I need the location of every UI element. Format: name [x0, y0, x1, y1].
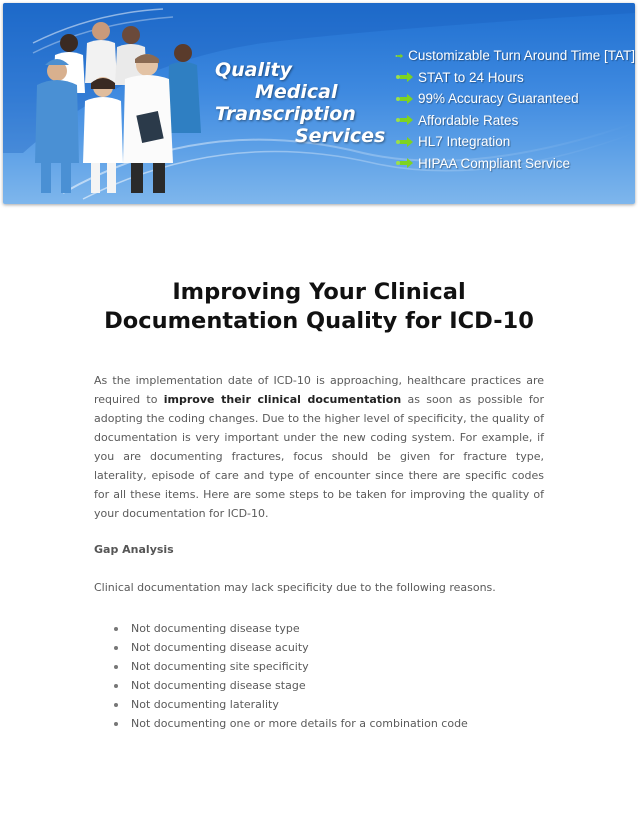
feature-label: STAT to 24 Hours [418, 69, 524, 85]
feature-label: Affordable Rates [418, 112, 519, 128]
intro-text: as soon as possible for adopting the coding changes. Due to the higher level of specificity, the quality of documentation is very important under the new coding system. For example, if you are documenting fractures, focus should be given for fracture type, laterality, episode of care and type of encounter since there are specific codes for all these items. Here are some steps to be taken for improving the quality of your documentation for ICD-10. [94, 393, 544, 520]
list-item-text: Not documenting disease stage [131, 679, 306, 692]
list-item [112, 695, 468, 714]
feature-item [395, 67, 635, 89]
feature-label: Customizable Turn Around Time [TAT] [408, 48, 635, 64]
bullet-icon [114, 684, 118, 688]
lead-sentence: Clinical documentation may lack specificity due to the following reasons. [94, 581, 496, 594]
list-item-text: Not documenting site specificity [131, 660, 309, 673]
section-heading: Gap Analysis [94, 543, 174, 556]
article-title [0, 278, 638, 336]
bullet-icon [114, 722, 118, 726]
feature-list [395, 45, 635, 174]
title-line: Improving Your Clinical [172, 279, 466, 305]
tagline-line: Medical [255, 81, 338, 103]
green-arrow-icon [395, 72, 413, 82]
list-item [112, 619, 468, 638]
feature-item [395, 131, 635, 153]
green-arrow-icon [395, 115, 413, 125]
medical-staff-illustration [23, 13, 223, 203]
feature-item [395, 45, 635, 67]
tagline-line: Quality [215, 59, 292, 81]
banner-tagline [211, 59, 389, 147]
bullet-icon [114, 703, 118, 707]
bullet-icon [114, 627, 118, 631]
list-item-text: Not documenting one or more details for a combination code [131, 717, 468, 730]
intro-paragraph [94, 371, 544, 523]
title-line: Documentation Quality for ICD-10 [104, 308, 534, 334]
bullet-icon [114, 646, 118, 650]
list-item [112, 638, 468, 657]
feature-item [395, 153, 635, 175]
feature-label: 99% Accuracy Guaranteed [418, 91, 579, 107]
feature-item [395, 110, 635, 132]
tagline-line: Transcription [215, 103, 356, 125]
list-item-text: Not documenting disease type [131, 622, 300, 635]
list-item [112, 714, 468, 733]
intro-text: As the implementation date of ICD-10 is approaching, healthcare practices are required to [94, 374, 544, 406]
list-item [112, 676, 468, 695]
intro-bold-phrase: improve their clinical documentation [163, 393, 402, 406]
green-arrow-icon [395, 94, 413, 104]
list-item-text: Not documenting laterality [131, 698, 279, 711]
green-arrow-icon [395, 51, 403, 61]
feature-item [395, 88, 635, 110]
green-arrow-icon [395, 137, 413, 147]
feature-label: HIPAA Compliant Service [418, 155, 571, 171]
tagline-line: Services [295, 125, 386, 147]
reasons-list [112, 619, 468, 733]
list-item [112, 657, 468, 676]
feature-label: HL7 Integration [418, 134, 511, 150]
list-item-text: Not documenting disease acuity [131, 641, 309, 654]
green-arrow-icon [395, 158, 413, 168]
header-banner [3, 3, 635, 204]
bullet-icon [114, 665, 118, 669]
